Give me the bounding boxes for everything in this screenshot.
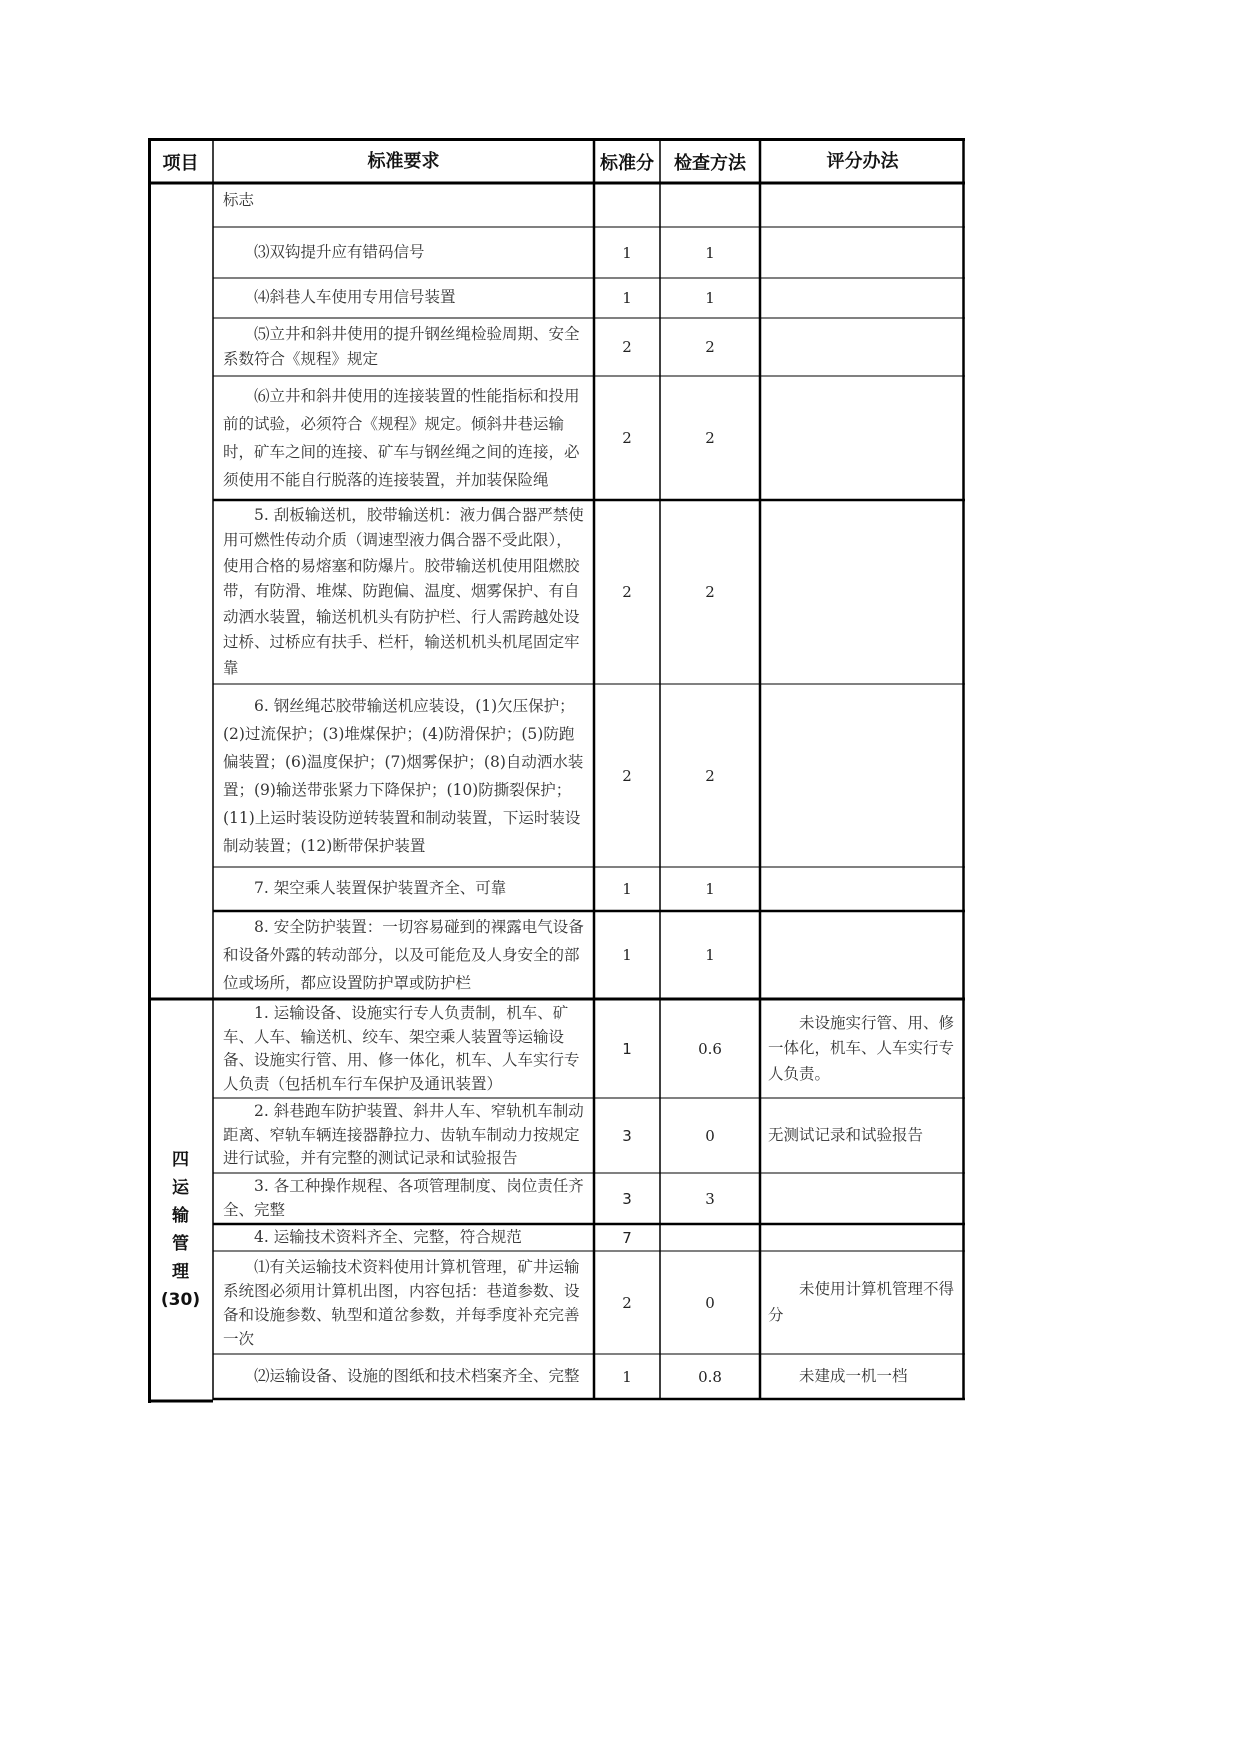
standard-text-content: ⑸立井和斜井使用的提升钢丝绳检验周期、安全系数符合《规程》规定: [223, 324, 580, 368]
standard-score: 3: [622, 1126, 632, 1145]
table-row: [148, 318, 965, 376]
table-row: [148, 684, 965, 867]
standard-text: [213, 684, 594, 867]
standard-text: [213, 500, 594, 684]
evaluation-text: [760, 1251, 965, 1354]
standard-text-content: 3. 各工种操作规程、各项管理制度、岗位责任齐全、完整: [223, 1177, 584, 1219]
standard-score: 1: [622, 946, 632, 964]
table-row: [148, 227, 965, 278]
evaluation-text-content: 未使用计算机管理不得分: [768, 1280, 955, 1324]
standard-text-content: 2. 斜巷跑车防护装置、斜井人车、窄轨机车制动距离、窄轨车辆连接器静拉力、齿轨车制动力按规定进行试验，并有完整的测试记录和试验报告: [223, 1102, 584, 1168]
table-row: [148, 867, 965, 911]
standard-score: 1: [622, 880, 632, 898]
standard-text: ⑶双钩提升应有错码信号: [254, 242, 425, 261]
check-score: 2: [705, 766, 715, 785]
section-label-score: (30): [160, 1290, 201, 1310]
standard-text: [213, 1000, 594, 1098]
check-score: 0: [705, 1293, 715, 1312]
standard-text: [213, 376, 594, 500]
standard-text-content: ⑴有关运输技术资料使用计算机管理，矿井运输系统图必须用计算机出图，内容包括：巷道参数、设备和设施参数、轨型和道岔参数，并每季度补充完善一次: [223, 1257, 580, 1348]
table-row: [148, 911, 965, 999]
standard-text: [213, 318, 594, 376]
standard-text-content: 6. 钢丝绳芯胶带输送机应装设，(1)欠压保护；(2)过流保护；(3)堆煤保护；(4)防滑保护；(5)防跑偏装置；(6)温度保护；(7)烟雾保护；(8)自动洒水装置；(9)输送带张紧力下降保护；(10)防撕裂保护；(11)上运时装设防逆转装置和制动装置，下运时装设制动装置；(12)断带保护装置: [223, 696, 584, 855]
check-score: 2: [705, 583, 715, 601]
check-score: 3: [705, 1189, 715, 1208]
table-row: [148, 1354, 965, 1399]
standard-score: 2: [622, 766, 632, 785]
section-label-char: 理: [172, 1262, 189, 1282]
standard-text: ⑵运输设备、设施的图纸和技术档案齐全、完整: [254, 1366, 580, 1385]
standard-score: 1: [622, 1040, 632, 1058]
standard-text: 标志: [223, 191, 255, 209]
evaluation-text: 无测试记录和试验报告: [768, 1125, 924, 1144]
standard-text: [213, 1251, 594, 1354]
table-row: [148, 1173, 965, 1224]
standard-text: ⑷斜巷人车使用专用信号装置: [254, 288, 456, 307]
table-header: [148, 140, 965, 183]
check-score: 2: [705, 338, 715, 356]
header-standard: 标准要求: [367, 150, 440, 172]
table-row: [148, 500, 965, 684]
table-row: [148, 1000, 965, 1098]
table-row: [148, 1225, 965, 1251]
standard-score: 2: [622, 429, 632, 447]
evaluation-text-content: 未设施实行管、用、修一体化，机车、人车实行专人负责。: [768, 1013, 955, 1083]
standard-text-content: 8. 安全防护装置：一切容易碰到的裸露电气设备和设备外露的转动部分，以及可能危及人身安全的部位或场所，都应设置防护罩或防护栏: [223, 918, 584, 992]
section-label-char: 运: [172, 1178, 189, 1198]
standard-text-content: ⑹立井和斜井使用的连接装置的性能指标和投用前的试验，必须符合《规程》规定。倾斜井巷运输时，矿车之间的连接、矿车与钢丝绳之间的连接，必须使用不能自行脱落的连接装置，并加装保险绳: [223, 387, 580, 489]
standard-score: 1: [622, 243, 632, 262]
evaluation-text: [760, 1000, 965, 1098]
standard-text-content: 1. 运输设备、设施实行专人负责制，机车、矿车、人车、输送机、绞车、架空乘人装置等运输设备、设施实行管、用、修一体化，机车、人车实行专人负责（包括机车行车保护及通讯装置）: [223, 1004, 580, 1093]
standard-score: 1: [622, 1367, 632, 1386]
standard-text: 4. 运输技术资料齐全、完整，符合规范: [254, 1228, 522, 1247]
standard-score: 1: [622, 289, 632, 307]
standard-text: [213, 1098, 594, 1173]
check-score: 2: [705, 429, 715, 447]
standard-text: [213, 1173, 594, 1224]
section-label-char: 输: [172, 1206, 189, 1226]
check-score: 0: [705, 1126, 715, 1145]
standard-text: 7. 架空乘人装置保护装置齐全、可靠: [254, 879, 507, 898]
standard-score: 2: [622, 583, 632, 601]
check-score: 0.6: [698, 1040, 722, 1058]
standard-text: [213, 911, 594, 999]
section-label-char: 四: [172, 1150, 189, 1170]
evaluation-text: 未建成一机一档: [799, 1366, 908, 1385]
standard-score: 3: [622, 1189, 632, 1208]
header-project: 项目: [162, 152, 199, 174]
standard-score: 7: [622, 1229, 632, 1247]
table-row: [148, 376, 965, 500]
table-row: [148, 184, 965, 227]
check-score: 1: [705, 289, 715, 307]
table-row: [148, 1098, 965, 1173]
check-score: 1: [705, 880, 715, 898]
table-row: [148, 1251, 965, 1354]
standard-score: 2: [622, 338, 632, 356]
header-score: 标准分: [600, 152, 654, 174]
check-score: 0.8: [698, 1367, 722, 1386]
header-check: 检查方法: [674, 152, 746, 174]
check-score: 1: [705, 243, 715, 262]
standard-text-content: 5. 刮板输送机，胶带输送机：液力偶合器严禁使用可燃性传动介质（调速型液力偶合器不受此限），使用合格的易熔塞和防爆片。胶带输送机使用阻燃胶带，有防滑、堆煤、防跑偏、温度、烟雾保护、有自动洒水装置，输送机机头有防护栏、行人需跨越处设过桥、过桥应有扶手、栏杆，输送机机头机尾固定牢靠: [223, 505, 584, 677]
standard-score: 2: [622, 1293, 632, 1312]
check-score: 1: [705, 946, 715, 964]
table-row: [148, 278, 965, 318]
section-label-char: 管: [172, 1234, 189, 1254]
header-evaluation: 评分办法: [826, 150, 899, 172]
